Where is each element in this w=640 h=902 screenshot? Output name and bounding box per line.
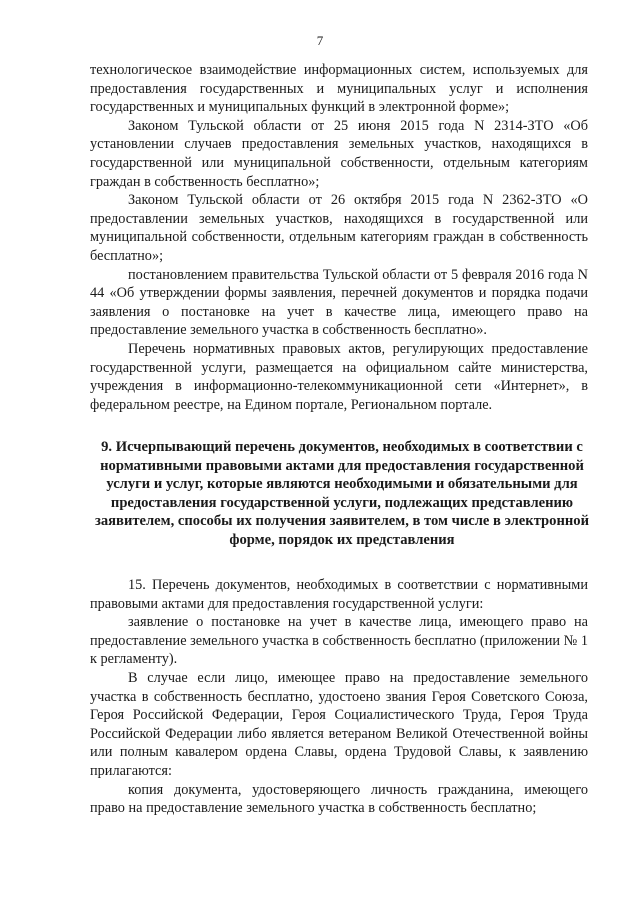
paragraph-continuation: технологическое взаимодействие информационных систем, используемых для предоставления государственных и муниципальных услуг и исполнения государственных и муниципальных функций в электронной форме»; (90, 62, 588, 116)
section-heading: 9. Исчерпывающий перечень документов, необходимых в соответствии с нормативными правовыми актами для предоставления государственной услуги и услуг, которые являются необходимыми и обязательными для предоставления государственной услуги, подлежащих представлению заявителем, способы их получения заявителем, в том числе в электронной форме, порядок их представления (95, 439, 589, 548)
paragraph-resolution-44: постановлением правительства Тульской области от 5 февраля 2016 года N 44 «Об утверждении формы заявления, перечней документов и порядка подачи заявления о постановке на учет в качестве лица, имеющего право на предоставление земельного участка в собственность бесплатно». (90, 266, 588, 339)
top-text-block (90, 61, 588, 414)
paragraph-id-copy: копия документа, удостоверяющего личность гражданина, имеющего право на предоставление земельного участка в собственность бесплатно; (90, 781, 588, 817)
paragraph-item-15: 15. Перечень документов, необходимых в соответствии с нормативными правовыми актами для предоставления государственной услуги: (90, 577, 588, 612)
bottom-text-block (90, 576, 588, 818)
paragraph-law-2314: Законом Тульской области от 25 июня 2015 года N 2314-ЗТО «Об установлении случаев предоставления земельных участков, находящихся в государственной или муниципальной собственности, отдельным категориям граждан в собственность бесплатно»; (90, 117, 588, 190)
paragraph-acts-list: Перечень нормативных правовых актов, регулирующих предоставление государственной услуги, размещается на официальном сайте министерства, учреждения в информационно-телекоммуникационной сети «Интернет», в федеральном реестре, на Едином портале, Региональном портале. (90, 340, 588, 413)
paragraph-application: заявление о постановке на учет в качестве лица, имеющего право на предоставление земельного участка в собственность бесплатно (приложении № 1 к регламенту). (90, 614, 588, 668)
page-number: 7 (316, 33, 324, 48)
paragraph-hero-case: В случае если лицо, имеющее право на предоставление земельного участка в собственность бесплатно, удостоено звания Героя Советского Союза, Героя Российской Федерации, Героя Социалистического Труда, Героя Труда Российской Федерации либо является ветераном Великой Отечественной войны или полным кавалером ордена Славы, ордена Трудовой Славы, к заявлению прилагаются: (90, 669, 588, 779)
paragraph-law-2362: Законом Тульской области от 26 октября 2015 года N 2362-ЗТО «О предоставлении земельных участков, находящихся в государственной или муниципальной собственности, отдельным категориям граждан в собственность бесплатно»; (90, 192, 588, 264)
